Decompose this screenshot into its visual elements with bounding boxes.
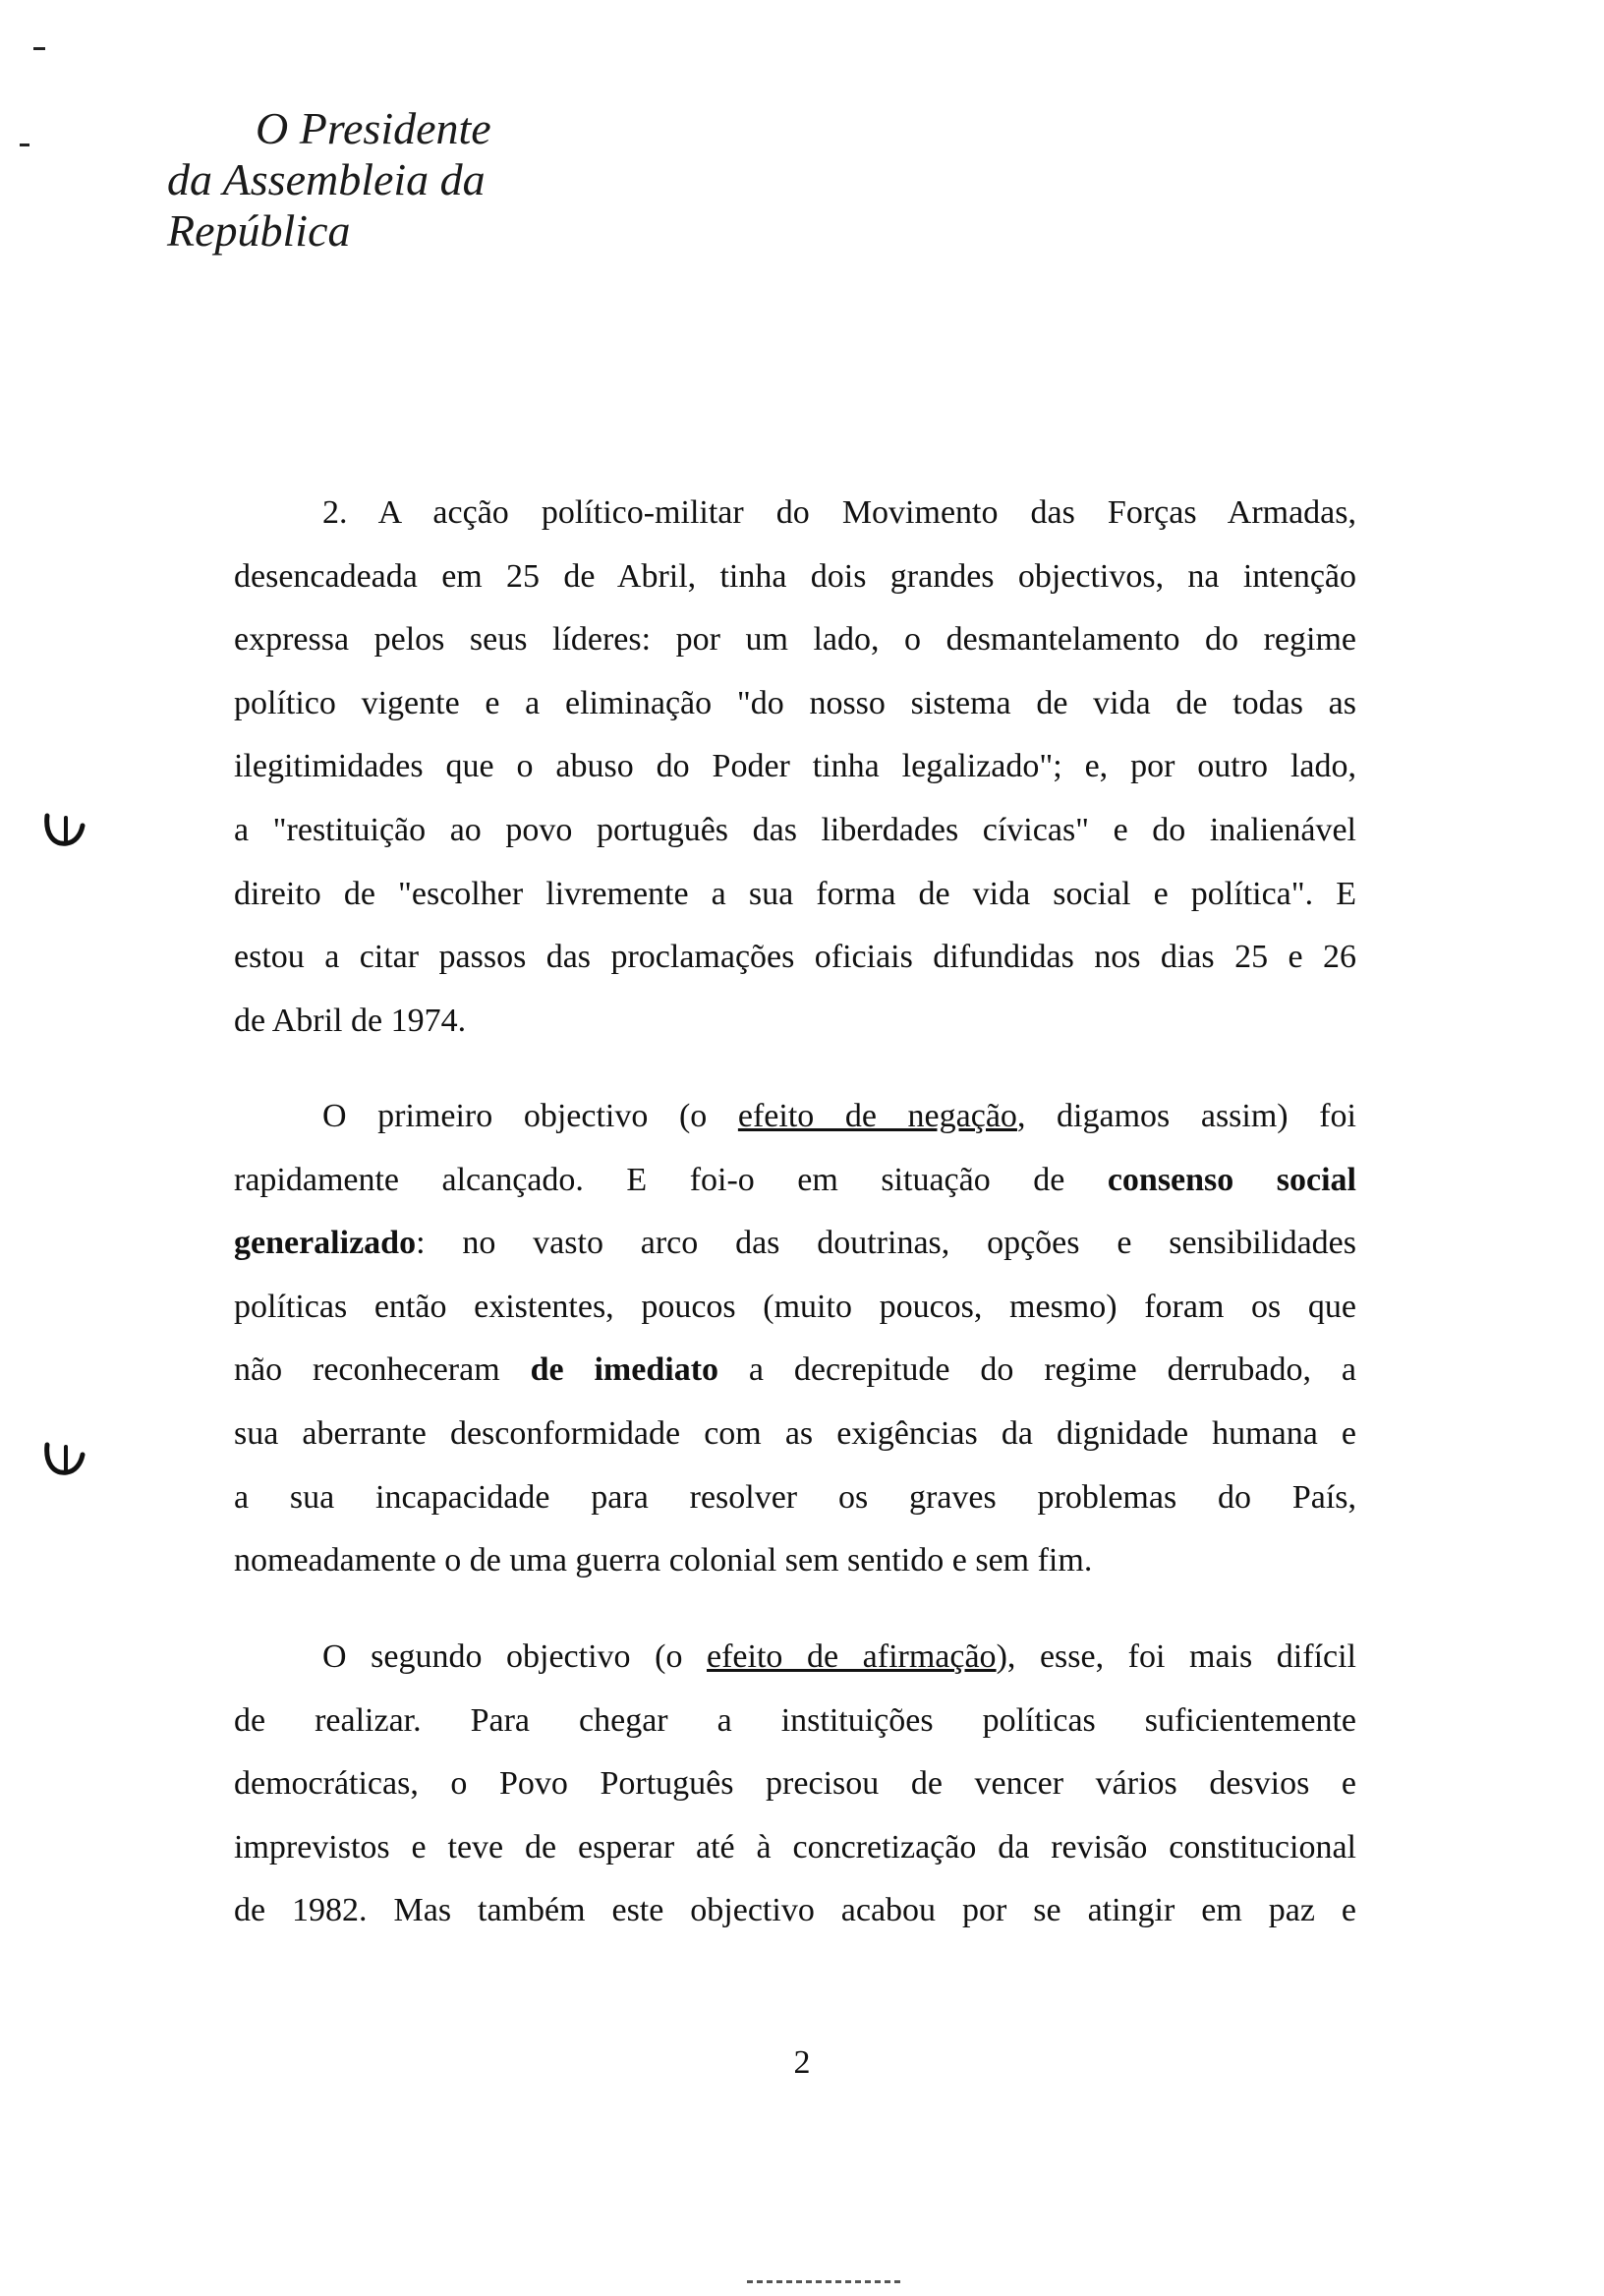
text-line: direito de "escolher livremente a sua forma de vida social e política". E bbox=[234, 875, 1356, 912]
text-line: ilegitimidades que o abuso do Poder tinha legalizado"; e, por outro lado, bbox=[234, 748, 1356, 785]
text-run: , digamos assim) foi bbox=[1016, 1098, 1356, 1134]
text-line: estou a citar passos das proclamações oficiais difundidas nos dias 25 e 26 bbox=[234, 939, 1356, 976]
scan-mark bbox=[747, 2280, 904, 2283]
text-line bbox=[234, 1149, 1356, 1213]
text-line bbox=[234, 1085, 1356, 1149]
text-line: de 1982. Mas também este objectivo acabou por se atingir em paz e bbox=[234, 1892, 1356, 1929]
text-line: de Abril de 1974. bbox=[234, 1002, 467, 1039]
text-run: O segundo objectivo (o bbox=[322, 1638, 708, 1675]
bold-phrase: de imediato bbox=[530, 1351, 719, 1389]
text-line: democráticas, o Povo Português precisou de vencer vários desvios e bbox=[234, 1765, 1356, 1803]
text-line bbox=[234, 1626, 1356, 1690]
text-line: imprevistos e teve de esperar até à concretização da revisão constitucional bbox=[234, 1828, 1356, 1866]
text-run: ), esse, foi mais difícil bbox=[996, 1638, 1357, 1675]
paragraph-1 bbox=[234, 482, 1356, 1053]
text-line: políticas então existentes, poucos (muito poucos, mesmo) foram os que bbox=[234, 1288, 1356, 1325]
underlined-phrase: efeito de negação bbox=[737, 1098, 1017, 1134]
letterhead-institution: da Assembleia da República bbox=[167, 154, 486, 256]
text-line bbox=[234, 1212, 1356, 1276]
text-run: não reconheceram bbox=[234, 1351, 531, 1389]
text-line: a "restituição ao povo português das liberdades cívicas" e do inalienável bbox=[234, 811, 1356, 848]
page-number: 2 bbox=[793, 2044, 811, 2081]
bold-phrase: generalizado bbox=[234, 1225, 417, 1262]
text-line: nomeadamente o de uma guerra colonial sem sentido e sem fim. bbox=[234, 1542, 1093, 1579]
text-run: : no vasto arco das doutrinas, opções e sensibilidades bbox=[416, 1225, 1356, 1262]
paragraph-2 bbox=[234, 1085, 1356, 1593]
scan-mark bbox=[33, 47, 45, 50]
text-line: sua aberrante desconformidade com as exigências da dignidade humana e bbox=[234, 1414, 1356, 1452]
text-line: desencadeada em 25 de Abril, tinha dois grandes objectivos, na intenção bbox=[234, 557, 1356, 595]
underlined-phrase: efeito de afirmação bbox=[707, 1638, 997, 1675]
letterhead bbox=[167, 103, 678, 257]
text-line: a sua incapacidade para resolver os graves problemas do País, bbox=[234, 1478, 1356, 1516]
text-line: expressa pelos seus líderes: por um lado, o desmantelamento do regime bbox=[234, 621, 1356, 659]
text-line: político vigente e a eliminação "do nosso sistema de vida de todas as bbox=[234, 684, 1356, 721]
scan-mark bbox=[20, 144, 29, 146]
text-line bbox=[234, 1339, 1356, 1403]
text-run: a decrepitude do regime derrubado, a bbox=[718, 1351, 1356, 1389]
text-run: rapidamente alcançado. E foi-o em situação de bbox=[234, 1161, 1108, 1198]
text-line: de realizar. Para chegar a instituições políticas suficientemente bbox=[234, 1701, 1356, 1739]
check-mark-icon bbox=[43, 1441, 86, 1480]
paragraph-3 bbox=[234, 1626, 1356, 1943]
text-run: O primeiro objectivo (o bbox=[322, 1098, 738, 1134]
bold-phrase: consenso social bbox=[1107, 1161, 1356, 1198]
text-line: 2. A acção político-militar do Movimento das Forças Armadas, bbox=[322, 494, 1356, 531]
letterhead-title: O Presidente bbox=[256, 103, 491, 153]
check-mark-icon bbox=[43, 812, 86, 851]
